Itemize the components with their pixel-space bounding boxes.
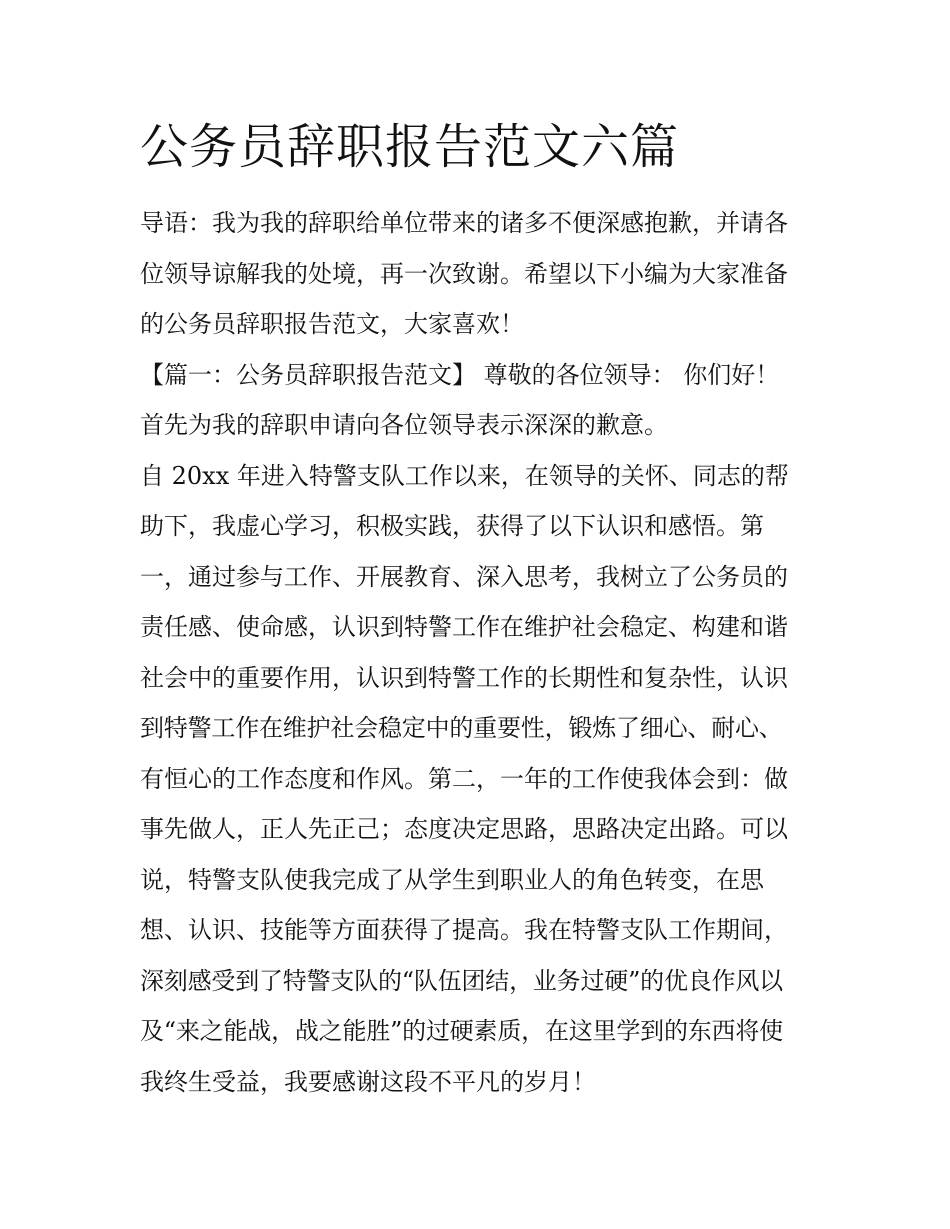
- text-line: 一，通过参与工作、开展教育、深入思考，我树立了公务员的: [140, 562, 788, 591]
- text-line: 社会中的重要作用，认识到特警工作的长期性和复杂性，认识: [140, 663, 788, 692]
- document-body: [140, 198, 812, 1107]
- text-line: 我终生受益，我要感谢这段不平凡的岁月！: [140, 1067, 596, 1096]
- text-line: 位领导谅解我的处境，再一次致谢。希望以下小编为大家准备: [140, 259, 788, 288]
- document-title: 公务员辞职报告范文六篇: [140, 119, 680, 175]
- text-line: 到特警工作在维护社会稳定中的重要性，锻炼了细心、耐心、: [140, 714, 783, 742]
- text-line: 说，特警支队使我完成了从学生到职业人的角色转变，在思: [140, 865, 764, 894]
- text-line: 导语：我为我的辞职给单位带来的诸多不便深感抱歉，并请各: [140, 209, 788, 237]
- text-line: 责任感、使命感，认识到特警工作在维护社会稳定、构建和谐: [140, 613, 788, 641]
- text-line: 深刻感受到了特警支队的“队伍团结，业务过硬”的优良作风以: [140, 966, 783, 995]
- text-line: 想、认识、技能等方面获得了提高。我在特警支队工作期间，: [140, 916, 788, 944]
- text-line: 助下，我虚心学习，积极实践，获得了以下认识和感悟。第: [140, 512, 764, 540]
- text-line: 自 20xx 年进入特警支队工作以来，在领导的关怀、同志的帮: [140, 461, 789, 490]
- text-line: 事先做人，正人先正己；态度决定思路，思路决定出路。可以: [140, 815, 788, 843]
- text-line: 【篇一：公务员辞职报告范文】 尊敬的各位领导： 你们好！: [140, 360, 780, 389]
- text-line: 的公务员辞职报告范文，大家喜欢！: [140, 310, 524, 338]
- text-line: 首先为我的辞职申请向各位领导表示深深的歉意。: [140, 411, 668, 439]
- text-line: 及“来之能战，战之能胜”的过硬素质，在这里学到的东西将使: [140, 1017, 783, 1045]
- text-line: 有恒心的工作态度和作风。第二，一年的工作使我体会到：做: [140, 764, 788, 793]
